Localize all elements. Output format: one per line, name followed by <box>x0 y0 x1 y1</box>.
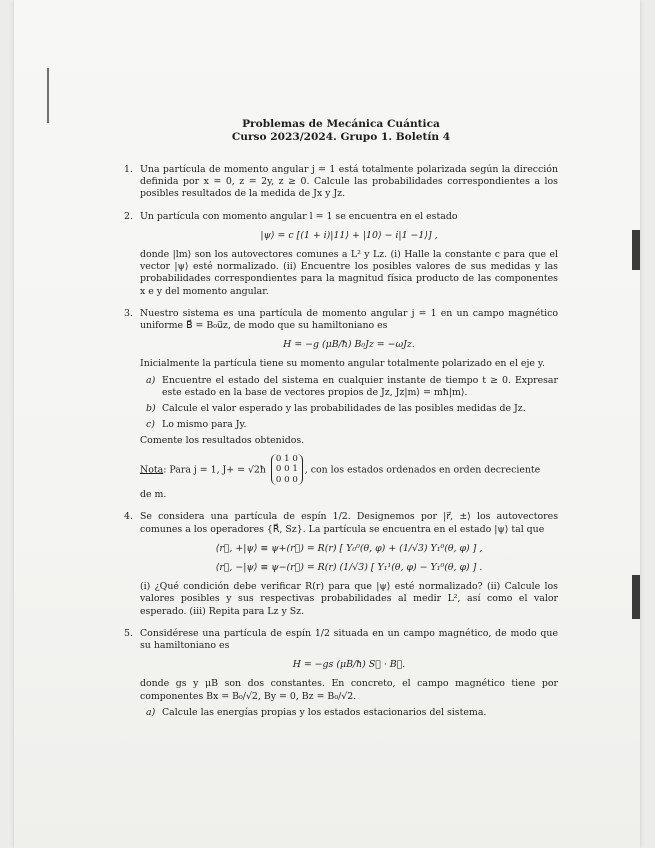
document-body <box>124 118 558 729</box>
subitem-label: c) <box>146 419 155 431</box>
equation-psi-plus: ⟨r⃗, +|ψ⟩ ≡ ψ+(r⃗) = R(r) [ Y₀⁰(θ, φ) + (1/√3) Y₁⁰(θ, φ) ] , <box>215 542 483 554</box>
subitem-label: a) <box>146 374 156 386</box>
matrix-row: 0 0 0 <box>275 474 298 485</box>
binder-tab-bottom <box>632 575 640 619</box>
matrix-j-plus <box>271 454 303 486</box>
paper-fold-mark <box>47 68 49 123</box>
equation: H = −g (μB/ħ) B₀Jz = −ωJz. <box>283 339 415 351</box>
problem-intro: Un partícula con momento angular l = 1 se encuentra en el estado <box>140 210 458 222</box>
document-title: Problemas de Mecánica Cuántica <box>242 118 440 130</box>
problem-number: 1. <box>124 164 133 175</box>
note-end: de m. <box>140 489 167 501</box>
note-line <box>140 454 558 486</box>
note-label: Nota <box>140 463 164 475</box>
note-suffix: , con los estados ordenados en orden decreciente <box>304 463 541 475</box>
problem-2 <box>124 211 558 298</box>
problem-intro: Se considera una partícula de espín 1/2. Designemos por |r⃗, ±⟩ los autovectores comunes a los operadores {R⃗, Sz}. La partícula se encuentra en el estado |ψ⟩ tal que <box>140 511 558 535</box>
problem-text: (i) ¿Qué condición debe verificar R(r) para que |ψ⟩ esté normalizado? (ii) Calcule los valores posibles y sus respectivas probabilidades al medir L², así como el valor esperado. (iii) Repita para Lz y Sz. <box>140 581 558 617</box>
problem-number: 3. <box>124 307 133 319</box>
problem-number: 2. <box>124 210 133 222</box>
equation: |ψ⟩ = c [(1 + i)|11⟩ + |10⟩ − i|1 −1⟩] , <box>260 229 438 241</box>
subitem-label: b) <box>146 403 156 415</box>
problem-number: 5. <box>124 627 133 639</box>
problem-intro: Nuestro sistema es una partícula de momento angular j = 1 en un campo magnético uniforme B⃗ = B₀u⃗z, de modo que su hamiltoniano es <box>140 307 558 332</box>
subitem-text: Calcule el valor esperado y las probabilidades de las posibles medidas de Jz. <box>162 403 526 415</box>
problem-text: Inicialmente la partícula tiene su momento angular totalmente polarizado en el eje y. <box>140 358 545 370</box>
problem-number: 4. <box>124 511 133 523</box>
subitem-text: Calcule las energías propias y los estados estacionarios del sistema. <box>162 706 487 718</box>
problem-text: donde |lm⟩ son los autovectores comunes a L² y Lz. (i) Halle la constante c para que el vector |ψ⟩ esté normalizado. (ii) Encuentre los posibles valores de sus medidas y las probabilidades correspondientes para la magnitud física producto de las componentes x e y del momento angular. <box>140 249 558 297</box>
problem-intro: Considérese una partícula de espín 1/2 situada en un campo magnético, de modo que su hamiltoniano es <box>140 627 558 651</box>
problem-text: donde gs y μB son dos constantes. En concreto, el campo magnético tiene por componentes Bx = B₀/√2, By = 0, Bz = B₀/√2. <box>140 678 558 702</box>
subitem-a <box>140 707 558 719</box>
problem-text: Una partícula de momento angular j = 1 está totalmente polarizada según la dirección definida por x = 0, z = 2y, z ≥ 0. Calcule las probabilidades correspondientes a los posibles resultados de la medida de Jx y Jz. <box>140 164 558 200</box>
subitem-text: Lo mismo para Jy. <box>162 419 247 431</box>
matrix-row: 0 0 1 <box>275 464 298 475</box>
problem-3 <box>124 308 558 502</box>
problem-1 <box>124 164 558 201</box>
subitem-a <box>140 375 558 399</box>
matrix-row: 0 1 0 <box>275 453 298 464</box>
document-header <box>124 118 558 144</box>
note-prefix: : Para j = 1, J+ = √2ħ <box>163 463 266 475</box>
equation: H = −gs (μB/ħ) S⃗ · B⃗. <box>292 659 406 671</box>
binder-tab-top <box>632 230 640 270</box>
paper-sheet <box>14 0 640 848</box>
subitem-text: Encuentre el estado del sistema en cualquier instante de tiempo t ≥ 0. Expresar este estado en la base de vectores propios de Jz, Jz|m⟩ = mħ|m⟩. <box>162 374 558 398</box>
problem-5 <box>124 628 558 719</box>
document-subtitle: Curso 2023/2024. Grupo 1. Boletín 4 <box>231 131 451 143</box>
comment-text: Comente los resultados obtenidos. <box>140 435 305 447</box>
equation-psi-minus: ⟨r⃗, −|ψ⟩ ≡ ψ−(r⃗) = R(r) (1/√3) [ Y₁¹(θ, φ) − Y₁⁰(θ, φ) ] . <box>215 561 483 573</box>
subitem-c <box>140 419 558 431</box>
subitem-label: a) <box>146 706 156 718</box>
problem-4 <box>124 511 558 617</box>
subitem-b <box>140 403 558 415</box>
